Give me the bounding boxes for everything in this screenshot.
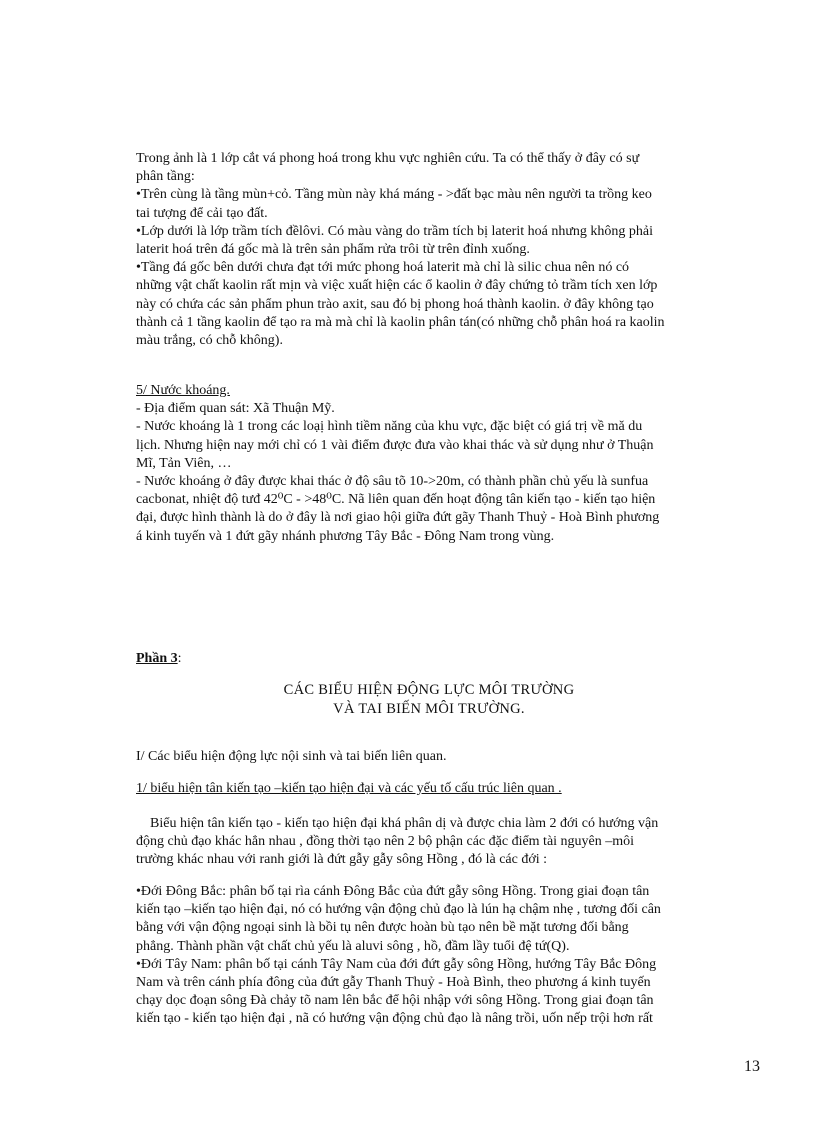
text-line: kiến tạo –kiến tạo hiện đại, nó có hướng vận động chủ đạo là lún hạ chậm nhẹ , tương đối cân — [136, 902, 661, 918]
text-line: •Tầng đá gốc bên dưới chưa đạt tới mức phong hoá laterit mà chỉ là silic chua nên nó có — [136, 260, 630, 276]
text-line: - Địa điểm quan sát: Xã Thuận Mỹ. — [136, 401, 335, 417]
text-line: bằng với vận động ngoại sinh là bồi tụ nên được hoàn bù tạo nên bề mặt tương đối bằng — [136, 920, 629, 936]
text-line: thành cả 1 tầng kaolin để tạo ra mà mà chỉ là kaolin phân tán(có những chỗ phân hoá ra kaolin — [136, 314, 665, 330]
section-heading-text: 5/ Nước khoáng. — [136, 383, 230, 398]
text-line: Nam và trên cánh phía đông của đứt gẫy Thanh Thuỷ - Hoà Bình, theo phương á kinh tuyến — [136, 974, 651, 990]
subheading-2 — [136, 780, 756, 798]
part-title-line-2: VÀ TAI BIẾN MÔI TRƯỜNG. — [333, 701, 525, 717]
text-line: á kinh tuyến và 1 đứt gãy nhánh phương Tây Bắc - Đông Nam trong vùng. — [136, 528, 555, 544]
part-label-text: Phần 3 — [136, 651, 178, 666]
text-line: phân tầng: — [136, 169, 195, 185]
text-line: laterit hoá trên đá gốc mà là trên sản phẩm rửa trôi từ trên đỉnh xuống. — [136, 241, 530, 257]
text-line: Biểu hiện tân kiến tạo - kiến tạo hiện đại khá phân dị và được chia làm 2 đới có hướng vận — [136, 816, 659, 831]
text-line: đại, được hình thành là do ở đây là nơi giao hội giữa đứt gãy Thanh Thuỷ - Hoà Bình phương — [136, 510, 660, 526]
intro-paragraph — [136, 150, 756, 350]
text-line: Mĩ, Tản Viên, … — [136, 455, 232, 471]
text-line: - Nước khoáng ở đây được khai thác ở độ sâu tõ 10->20m, có thành phần chủ yếu là sunfua — [136, 473, 649, 489]
text-line: màu trắng, có chỗ không). — [136, 332, 283, 348]
text-line: động chủ đạo khác hẳn nhau , đồng thời tạo nên 2 bộ phận các đặc điểm tài nguyên –môi — [136, 834, 635, 850]
paragraph-1 — [136, 815, 756, 870]
section-5 — [136, 382, 756, 546]
part-title-line-1: CÁC BIỂU HIỆN ĐỘNG LỰC MÔI TRƯỜNG — [283, 682, 575, 698]
text-line: chạy dọc đoạn sông Đà chảy tõ nam lên bắc để hội nhập với sông Hồng. Trong giai đoạn tân — [136, 993, 654, 1009]
section-heading — [136, 382, 756, 400]
subheading-text: I/ Các biểu hiện động lực nội sinh và tai biến liên quan. — [136, 749, 447, 764]
part-label — [136, 650, 756, 668]
text-line: này có chứa các sản phẩm phun trào axit, sau đó bị phong hoá thành kaolin. ở đây không tạo — [136, 296, 654, 312]
text-line: lịch. Nhưng hiện nay mới chỉ có 1 vài điểm được đưa vào khai thác và sử dụng như ở Thuận — [136, 437, 654, 453]
text-line: cacbonat, nhiệt độ tưđ 42⁰C - >48⁰C. Nã liên quan đến hoạt động tân kiến tạo - kiến tạo hiện — [136, 492, 656, 508]
paragraph-2 — [136, 883, 756, 1029]
text-line: Trong ảnh là 1 lớp cắt vá phong hoá trong khu vực nghiên cứu. Ta có thể thấy ở đây có sự — [136, 151, 640, 166]
page-number: 13 — [744, 1058, 760, 1075]
text-line: - Nước khoáng là 1 trong các loạị hình tiềm năng của khu vực, đặc biệt có giá trị về mă du — [136, 419, 643, 435]
part-label-colon: : — [177, 651, 182, 666]
text-line: những vật chất kaolin rất mịn và việc xuất hiện các ổ kaolin ở đây chứng tỏ trầm tích xen lớp — [136, 278, 658, 294]
text-line: •Đới Đông Bắc: phân bố tại rìa cánh Đông Bắc của đứt gẫy sông Hồng. Trong giai đoạn tân — [136, 884, 650, 899]
text-line: •Đới Tây Nam: phân bố tại cánh Tây Nam của đới đứt gẫy sông Hồng, hướng Tây Bắc Đông — [136, 956, 657, 972]
text-line: tai tượng để cải tạo đất. — [136, 205, 268, 221]
text-line: trường khác nhau với ranh giới là đứt gẫy gẫy sông Hồng , đó là các đới : — [136, 852, 548, 868]
subheading — [136, 748, 756, 766]
subheading-2-text: 1/ biểu hiện tân kiến tạo –kiến tạo hiện đại và các yếu tố cấu trúc liên quan . — [136, 781, 562, 796]
text-line: phẳng. Thành phần vật chất chủ yếu là aluvi sông , hồ, đầm lầy tuổi đệ tứ(Q). — [136, 938, 570, 954]
text-line: kiến tạo - kiến tạo hiện đại , nã có hướng vận động chủ đạo là nâng trồi, uốn nếp trội hơn rất — [136, 1011, 653, 1027]
text-line: •Lớp dưới là lớp trầm tích đềlôvi. Có màu vàng do trầm tích bị laterit hoá nhưng không phải — [136, 223, 654, 239]
part-title — [136, 681, 722, 719]
text-line: •Trên cùng là tầng mùn+cỏ. Tầng mùn này khá máng - >đất bạc màu nên người ta trồng keo — [136, 187, 652, 203]
